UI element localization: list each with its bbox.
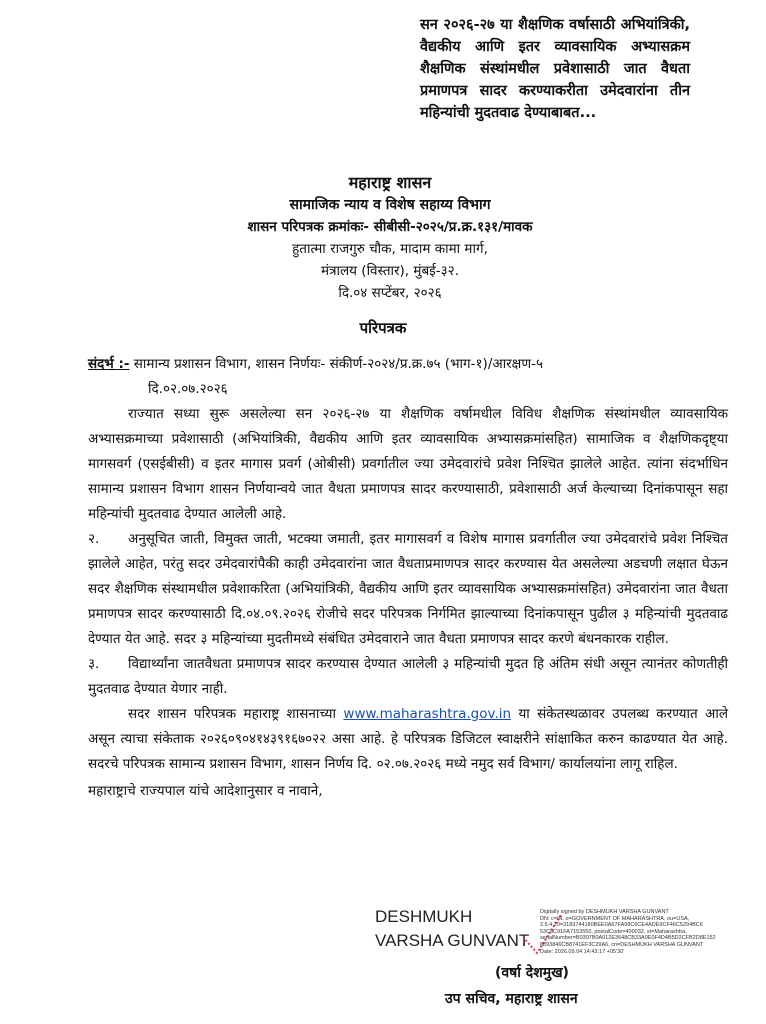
paragraph-1: राज्यात सध्या सुरू असलेल्या सन २०२६-२७ या शैक्षणिक वर्षामधील विविध शैक्षणिक संस्थांमधील व्यावसायिक अभ्यासक्रमाच्या प्रवेशासाठी (अभियांत्रिकी, वैद्यकीय आणि इतर व्यावसायिक अभ्यासक्रमांसहित) सामाजिक व शैक्षणिकदृष्ट्या मागसवर्ग (एसईबीसी) व इतर मागास प्रवर्ग (ओबीसी) प्रवर्गातील ज्या उमेदवारांचे प्रवेश निश्चित झालेले आहेत. त्यांना संदर्भाधिन सामान्य प्रशासन विभाग शासन निर्णयान्वये जात वैधता प्रमाणपत्र सादर करण्यासाठी, प्रवेशासाठी अर्ज केल्याच्या दिनांकपासून सहा महिन्यांची मुदतवाढ देण्यात आलेली आहे. xyxy=(88,406,728,522)
closing-line: महाराष्ट्राचे राज्यपाल यांचे आदेशानुसार व नावाने, xyxy=(88,783,323,799)
signature-certificate xyxy=(540,909,730,971)
website-link[interactable]: www.maharashtra.gov.in xyxy=(343,706,512,722)
paragraph-4-rest: या संकेतस्थळावर उपलब्ध करण्यात आले असून त्याचा संकेताक २०२६०९०४१४३९१६७०२२ असा आहे. हे परिपत्रक डिजिटल स्वाक्षरीने सांक्षाकित करुन काढण्यात येत आहे. सदरचे परिपत्रक सामान्य प्रशासन विभाग, शासन निर्णय दि. ०२.०७.२०२६ मध्ये नमुद सर्व विभाग/ कार्यालयांना लागू राहिल. xyxy=(88,706,728,772)
paragraph-4-lead: सदर शासन परिपत्रक महाराष्ट्र शासनाच्या xyxy=(128,706,336,722)
signatory-designation: उप सचिव, महाराष्ट्र शासन xyxy=(445,991,578,1007)
circular-label: शासन परिपत्रक क्रमांकः- xyxy=(247,219,369,235)
cert-line: 6893846CB8741EF3C29A6, cn=DESHMUKH VARSHA GUNVANT xyxy=(540,941,704,948)
paragraph-2-number: २. xyxy=(88,531,100,547)
paragraph-2 xyxy=(88,527,728,652)
cert-line: DN: c=IN, o=GOVERNMENT OF MAHARASHTRA, ou=USA, xyxy=(540,915,690,922)
signatory-name: (वर्षा देशमुख) xyxy=(495,965,569,981)
cert-line: 53C9C91FA7153550, postalCode=400032, st=Maharashtra, xyxy=(540,928,687,935)
signature-block xyxy=(375,905,735,1015)
paragraph-3-number: ३. xyxy=(88,656,100,672)
circular-number: सीबीसी-२०२५/प्र.क्र.१३१/मावक xyxy=(373,219,533,235)
signer-given-names: VARSHA GUNVANT xyxy=(375,931,530,950)
issue-date: दि.०४ सप्टेंबर, २०२६ xyxy=(338,285,442,301)
signer-surname: DESHMUKH xyxy=(375,907,473,926)
cert-line: 2.5.4.20=3183744180BEE0A67FA98C6CE4ADE9CF46C5294BC6 xyxy=(540,922,703,929)
paragraph-2-text: अनुसूचित जाती, विमुक्त जाती, भटक्या जमाती, इतर मागासवर्ग व विशेष मागास प्रवर्गातील ज्या उमेदवारांचे प्रवेश निश्चित झालेले आहेत, परंतु सदर उमेदवारांपैकी काही उमेदवारांना जात वैधताप्रमाणपत्र सादर करण्यास येत असलेल्या अडचणी लक्षात घेऊन सदर शैक्षणिक संस्थामधील प्रवेशाकरिता (अभियांत्रिकी, वैद्यकीय आणि इतर व्यावसायिक अभ्यासक्रमांसहित) उमेदवारांना जात वैधता प्रमाणपत्र सादर करण्यासाठी दि.०४.०९.२०२६ रोजीचे सदर परिपत्रक निर्गमित झाल्याच्या दिनांकपासून पुढील ३ महिन्यांची मुदतवाढ देण्यात येत आहे. सदर ३ महिन्यांच्या मुदतीमध्ये संबंधित उमेदवाराने जात वैधता प्रमाणपत्र सादर करणे बंधनकारक राहील. xyxy=(88,531,728,647)
department-name: सामाजिक न्याय व विशेष सहाय्य विभाग xyxy=(289,197,491,213)
government-name: महाराष्ट्र शासन xyxy=(348,173,432,192)
reference-text: सामान्य प्रशासन विभाग, शासन निर्णयः- संकीर्ण-२०२४/प्र.क्र.७५ (भाग-१)/आरक्षण-५ xyxy=(133,356,544,372)
cert-line: serialNumber=B0307B0A012E3648CB33A0E0F4D4B5D2CFB2D8E152 xyxy=(540,935,716,942)
address-line-2: मंत्रालय (विस्तार), मुंबई-३२. xyxy=(321,263,459,279)
paragraph-3 xyxy=(88,652,728,702)
subject-text: सन २०२६-२७ या शैक्षणिक वर्षासाठी अभियांत्रिकी, वैद्यकीय आणि इतर व्यावसायिक अभ्यासक्रम शैक्षणिक संस्थांमधील प्रवेशासाठी जात वैधता प्रमाणपत्र सादर करण्याकरीता उमेदवारांना तीन महिन्यांची मुदतवाढ देण्याबाबत... xyxy=(420,17,690,121)
digital-signature-name xyxy=(375,905,529,953)
paragraph-3-text: विद्यार्थ्यांना जातवैधता प्रमाणपत्र सादर करण्यास देण्यात आलेली ३ महिन्यांची मुदत हि अंतिम संधी असून त्यानंतर कोणतीही मुदतवाढ देण्यात येणार नाही. xyxy=(88,656,728,697)
cert-line: Date: 2026.09.04 14:43:17 +05'30' xyxy=(540,948,625,955)
reference-date: दि.०२.०७.२०२६ xyxy=(148,381,228,397)
address-line-1: हुतात्मा राजगुरु चौक, मादाम कामा मार्ग, xyxy=(292,241,488,257)
document-body xyxy=(88,352,728,804)
document-title: परिपत्रक xyxy=(359,319,407,337)
reference xyxy=(88,352,728,402)
cert-line: Digitally signed by DESHMUKH VARSHA GUNVANT xyxy=(540,909,669,915)
letterhead xyxy=(200,172,580,304)
circular-number-line xyxy=(200,216,580,238)
paragraph-4 xyxy=(88,702,728,777)
reference-label: संदर्भ :- xyxy=(88,356,130,372)
